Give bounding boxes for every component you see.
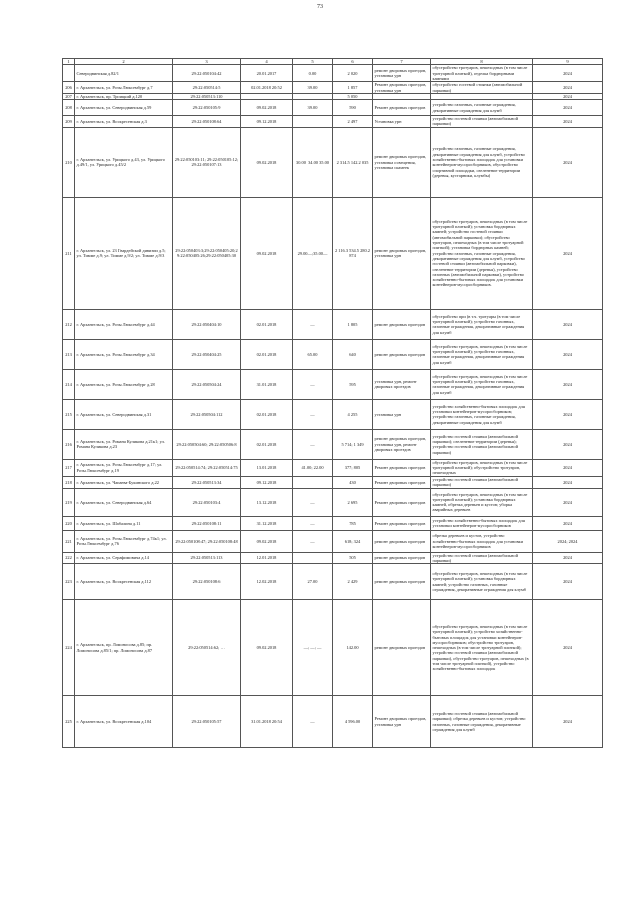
- area-cell: —: [293, 399, 333, 429]
- table-row: [63, 339, 603, 369]
- date-cell: 31.12.2018: [241, 516, 293, 530]
- cadastral-number-cell: 29:22:050108:11: [173, 516, 241, 530]
- value-cell: 4 596.00: [333, 696, 373, 748]
- value-cell: 1 857: [333, 82, 373, 94]
- cadastral-number-cell: 29:22:050513:34: [173, 476, 241, 488]
- year-cell: 2024: [533, 197, 603, 309]
- row-number: 216: [63, 429, 75, 459]
- year-cell: 2024: [533, 459, 603, 476]
- area-cell: —: [293, 369, 333, 399]
- table-row: [63, 399, 603, 429]
- address-cell: г. Архангельск, ул. Воскресенская д.3: [75, 116, 173, 128]
- value-cell: 590: [333, 100, 373, 116]
- date-cell: 09.02.2018: [241, 530, 293, 552]
- column-number: 3: [173, 59, 241, 65]
- date-cell: 20.01.2017: [241, 65, 293, 82]
- table-row: [63, 516, 603, 530]
- year-cell: 2024: [533, 65, 603, 82]
- row-number: [63, 65, 75, 82]
- value-cell: 2 429: [333, 564, 373, 600]
- cadastral-number-cell: 29:22:050404:25: [173, 339, 241, 369]
- work-type-cell: Ремонт дворовых проездов: [373, 516, 431, 530]
- table-row: [63, 696, 603, 748]
- work-type-cell: ремонт дворовых проездов: [373, 564, 431, 600]
- column-number: 1: [63, 59, 75, 65]
- date-cell: 02.01.2018: [241, 339, 293, 369]
- address-cell: г. Архангельск, ул. Розы Люксембург д.34: [75, 339, 173, 369]
- area-cell: 39.00: [293, 82, 333, 94]
- table-row: [63, 564, 603, 600]
- work-type-cell: ремонт дворовых проездов, установка освещения, установка скамеек: [373, 127, 431, 197]
- address-cell: Северодвинская д.82/1: [75, 65, 173, 82]
- area-cell: [293, 116, 333, 128]
- column-number: 5: [293, 59, 333, 65]
- cadastral-number-cell: 29:22:050108:47; 29:22:050108:48: [173, 530, 241, 552]
- year-cell: 2024: [533, 309, 603, 339]
- work-type-cell: Ремонт дворовых проездов: [373, 488, 431, 516]
- area-cell: —: [293, 488, 333, 516]
- row-number: 209: [63, 116, 75, 128]
- value-cell: 505: [333, 552, 373, 564]
- additional-work-cell: обустройство тротуаров, пешеходных (в том числе тротуарной плиткой); обустройство тротуаров, пешеходных: [431, 459, 533, 476]
- year-cell: 2024; 2024: [533, 530, 603, 552]
- cadastral-number-cell: 29:22:050514:62; …: [173, 600, 241, 696]
- area-cell: [293, 552, 333, 564]
- work-type-cell: ремонт дворовых проездов: [373, 530, 431, 552]
- address-cell: г. Архангельск, ул. Чапаева-Букинского д.22: [75, 476, 173, 488]
- column-number: 8: [431, 59, 533, 65]
- area-cell: 41.00; 22.00: [293, 459, 333, 476]
- value-cell: 1 805: [333, 309, 373, 339]
- address-cell: г. Архангельск, ул. Воскресенская д.104: [75, 696, 173, 748]
- table-row: [63, 600, 603, 696]
- additional-work-cell: обустройство при (в т.ч. тротуары (в том числе тротуарной плиткой); устройство газонных, газонные ограждения, декоративные ограждения для клумб: [431, 309, 533, 339]
- year-cell: 2024: [533, 399, 603, 429]
- additional-work-cell: обустройство тротуаров, пешеходных (в том числе тротуарной плиткой); установка бордюрных камней, обрезка деревьев и кустов; уборка аварийных деревьев: [431, 488, 533, 516]
- year-cell: 2024: [533, 516, 603, 530]
- date-cell: 13.01.2018: [241, 459, 293, 476]
- area-cell: 65.00: [293, 339, 333, 369]
- address-cell: г. Архангельск, пр. Троицкий д.120: [75, 93, 173, 99]
- address-cell: г. Архангельск, ул. Розы Люксембург д.7: [75, 82, 173, 94]
- date-cell: 02.01.2018: [241, 309, 293, 339]
- date-cell: 13.12.2018: [241, 488, 293, 516]
- additional-work-cell: обустройство тротуаров, пешеходных (в том числе тротуарной плиткой); устройство газонных, газонные ограждения, декоративные ограждения для клумб: [431, 339, 533, 369]
- cadastral-number-cell: 29:22:050108:6: [173, 564, 241, 600]
- cadastral-number-cell: 29:22:050504:60; 29:22:050506:8: [173, 429, 241, 459]
- row-number: 222: [63, 552, 75, 564]
- value-cell: 5 050: [333, 93, 373, 99]
- additional-work-cell: устройство хозяйственно-бытовых площадок для установки контейнеров-мусоросборников: [431, 516, 533, 530]
- value-cell: 430: [333, 476, 373, 488]
- year-cell: 2024: [533, 696, 603, 748]
- page-number: 73: [317, 4, 323, 10]
- address-cell: г. Архангельск, ул. 23 Гвардейской дивизии д.5; ул. Тимме д.9; ул. Тимме д.9/2; ул. Тимме д.9/3: [75, 197, 173, 309]
- year-cell: 2024: [533, 600, 603, 696]
- area-cell: —: [293, 696, 333, 748]
- row-number: 214: [63, 369, 75, 399]
- table-row: [63, 369, 603, 399]
- additional-work-cell: устройство гостевой стоянки (автомобильной парковки); обрезка деревьев и кустов; устройство газонных, газонные ограждения, декоративные ограждения для клумб: [431, 696, 533, 748]
- additional-work-cell: обустройство тротуаров, пешеходных (в том числе тротуарной плиткой); установка бордюрных камней; устройство газонных, газонные ограждения, декоративные ограждения для клумб: [431, 564, 533, 600]
- address-cell: г. Архангельск, ул. Романа Куликова д.21к1; ул. Романа Куликова д.23: [75, 429, 173, 459]
- date-cell: 09.02.2018: [241, 100, 293, 116]
- address-cell: г. Архангельск, ул. Розы Люксембург д.44: [75, 309, 173, 339]
- row-number: 220: [63, 516, 75, 530]
- row-number: 213: [63, 339, 75, 369]
- cadastral-number-cell: 29:22:050403:3;29:22:050405:20;29:22:050405:26;29:22:050405:30: [173, 197, 241, 309]
- address-cell: г. Архангельск, ул. Северодвинская д.64: [75, 488, 173, 516]
- cadastral-number-cell: 29:22:050104:42: [173, 65, 241, 82]
- table-row: [63, 100, 603, 116]
- work-type-cell: Ремонт дворовых проездов: [373, 476, 431, 488]
- column-number: 9: [533, 59, 603, 65]
- address-cell: г. Архангельск, ул. Урицкого д.43, ул. Урицкого д.49/1, ул. Урицкого д.45/2: [75, 127, 173, 197]
- year-cell: 2024: [533, 93, 603, 99]
- work-type-cell: установка урн, ремонт дворовых проездов: [373, 369, 431, 399]
- date-cell: 09.12.2018: [241, 116, 293, 128]
- address-cell: г. Архангельск, ул. Северодвинская д.31: [75, 399, 173, 429]
- year-cell: 2024: [533, 82, 603, 94]
- cadastral-number-cell: 29:22:050504:24: [173, 369, 241, 399]
- table-row: [63, 116, 603, 128]
- work-type-cell: ремонт дворовых проездов: [373, 309, 431, 339]
- row-number: 224: [63, 600, 75, 696]
- year-cell: 2024: [533, 116, 603, 128]
- address-cell: г. Архангельск, ул. Розы Люксембург д.28: [75, 369, 173, 399]
- work-type-cell: Ремонт дворовых проездов, установка урн: [373, 696, 431, 748]
- cadastral-number-cell: 29:22:050514:5: [173, 82, 241, 94]
- row-number: 206: [63, 82, 75, 94]
- value-cell: 2 020: [333, 65, 373, 82]
- address-cell: г. Архангельск, ул. Северодвинская д.59: [75, 100, 173, 116]
- row-number: 210: [63, 127, 75, 197]
- date-cell: 09.12.2018: [241, 476, 293, 488]
- cadastral-number-cell: 29:22:050108:64: [173, 116, 241, 128]
- column-number: 4: [241, 59, 293, 65]
- additional-work-cell: обустройство тротуаров, пешеходных (в том числе тротуарной плиткой); устройство газонных, газонные ограждения, декоративные ограждения для клумб: [431, 369, 533, 399]
- address-cell: г. Архангельск, ул. Розы Люксембург д.74к1; ул. Розы Люксембург д.76: [75, 530, 173, 552]
- row-number: 217: [63, 459, 75, 476]
- work-type-cell: Ремонт дворовых проездов: [373, 459, 431, 476]
- year-cell: 2024: [533, 488, 603, 516]
- date-cell: 31.01.2018 20:54: [241, 696, 293, 748]
- value-cell: 5 714; 1 349: [333, 429, 373, 459]
- value-cell: 2 695: [333, 488, 373, 516]
- year-cell: 2024: [533, 100, 603, 116]
- column-number: 2: [75, 59, 173, 65]
- address-cell: г. Архангельск, ул. Серафимовича д.14: [75, 552, 173, 564]
- table-row: [63, 197, 603, 309]
- work-type-cell: ремонт дворовых проездов, установка урн: [373, 197, 431, 309]
- row-number: 219: [63, 488, 75, 516]
- date-cell: 12.02.2018: [241, 564, 293, 600]
- table-row: [63, 530, 603, 552]
- row-number: 207: [63, 93, 75, 99]
- additional-work-cell: обустройство тротуаров, пешеходных (в том числе тротуарной плиткой); установка бордюрных камней; устройство гостевой стоянки (автомобильной парковки); обустройство тротуаров, пешеходных (в том числе тротуарной плиткой); установка бордюрных камней; устройство газонных, газонные ограждения, декоративные ограждения для клумб, устройство гостевой стоянки (автомобильной парковки), озеленение территории (деревья), устройство газонных (автомобильной парковки), устройство хозяйственно-бытовых площадок для установки контейнеров-мусоросборников.: [431, 197, 533, 309]
- date-cell: 09.02.2018: [241, 600, 293, 696]
- address-cell: г. Архангельск, ул. Воскресенская д.112: [75, 564, 173, 600]
- value-cell: 640: [333, 339, 373, 369]
- address-cell: г. Архангельск, ул. Розы Люксембург д.17; ул. Розы Люксембург д.19: [75, 459, 173, 476]
- year-cell: 2024: [533, 476, 603, 488]
- area-cell: —: [293, 530, 333, 552]
- work-type-cell: Установка урн: [373, 116, 431, 128]
- date-cell: 02.01.2018: [241, 399, 293, 429]
- address-cell: г. Архангельск, ул. Шабалина д.11: [75, 516, 173, 530]
- row-number: 223: [63, 564, 75, 600]
- row-number: 221: [63, 530, 75, 552]
- area-cell: [293, 476, 333, 488]
- work-type-cell: Ремонт дворовых проездов: [373, 100, 431, 116]
- address-cell: г. Архангельск, пр. Ломоносова д.85; пр. Ломоносова д.85/1; пр. Ломоносова д.87: [75, 600, 173, 696]
- table-row: [63, 488, 603, 516]
- area-cell: —: [293, 429, 333, 459]
- additional-work-cell: устройство гостевой стоянки (автомобильной парковки); озеленение территории (деревья); устройство гостевой стоянки (автомобильной парковки): [431, 429, 533, 459]
- table-row: [63, 127, 603, 197]
- value-cell: 785: [333, 516, 373, 530]
- work-type-cell: ремонт дворовых проездов: [373, 339, 431, 369]
- column-number: 7: [373, 59, 431, 65]
- cadastral-number-cell: 29:22:050404:10: [173, 309, 241, 339]
- area-cell: 29.00—;35.00—: [293, 197, 333, 309]
- value-cell: 377; 805: [333, 459, 373, 476]
- additional-work-cell: обустройство тротуаров, пешеходных (в том числе тротуарной плиткой), отделка бордюрными камнями: [431, 65, 533, 82]
- cadastral-number-cell: 29:22:050513:110: [173, 93, 241, 99]
- value-cell: 142.00: [333, 600, 373, 696]
- area-cell: 39.00: [293, 100, 333, 116]
- year-cell: 2024: [533, 369, 603, 399]
- value-cell: 2 314.5 142.2 035: [333, 127, 373, 197]
- row-number: 211: [63, 197, 75, 309]
- row-number: 212: [63, 309, 75, 339]
- year-cell: 2024: [533, 429, 603, 459]
- year-cell: 2024: [533, 564, 603, 600]
- cadastral-number-cell: 29:22:050504:112: [173, 399, 241, 429]
- area-cell: —; —; —: [293, 600, 333, 696]
- additional-work-cell: устройство гостевой стоянки (автомобильной парковки): [431, 552, 533, 564]
- date-cell: 09.02.2018: [241, 127, 293, 197]
- value-cell: 2 116.3 534.5 280.2 874: [333, 197, 373, 309]
- cadastral-number-cell: 29:22:050514:74; 29:22:050514:75: [173, 459, 241, 476]
- register-table: [62, 58, 603, 748]
- cadastral-number-cell: 29:22:050105:57: [173, 696, 241, 748]
- row-number: 215: [63, 399, 75, 429]
- table-row: [63, 476, 603, 488]
- table-row: [63, 429, 603, 459]
- work-type-cell: Ремонт дворовых проездов, установка урн: [373, 82, 431, 94]
- cadastral-number-cell: 29:22:050513:113: [173, 552, 241, 564]
- additional-work-cell: обустройство тротуаров, пешеходных (в том числе тротуарной плиткой); устройство хозяйственно-бытовых площадок для установки контейнеров-мусоросборников; обустройство тротуаров, пешеходных (в том числе тротуарной плиткой); устройство гостевой стоянки (автомобильной парковки), обустройство тротуаров, пешеходных (в том числе тротуарной плиткой), устройство хозяйственно-бытовых площадок: [431, 600, 533, 696]
- table-row: [63, 65, 603, 82]
- value-cell: 595: [333, 369, 373, 399]
- year-cell: 2024: [533, 339, 603, 369]
- area-cell: 0.00: [293, 65, 333, 82]
- work-type-cell: ремонт дворовых проездов, установка урн: [373, 65, 431, 82]
- table-row: [63, 459, 603, 476]
- row-number: 208: [63, 100, 75, 116]
- work-type-cell: ремонт дворовых проездов: [373, 600, 431, 696]
- column-number: 6: [333, 59, 373, 65]
- work-type-cell: установка урн: [373, 399, 431, 429]
- work-type-cell: ремонт дворовых проездов: [373, 552, 431, 564]
- date-cell: 09.02.2018: [241, 197, 293, 309]
- cadastral-number-cell: 29:22:050103:4: [173, 488, 241, 516]
- date-cell: 12.01.2018: [241, 552, 293, 564]
- year-cell: 2024: [533, 552, 603, 564]
- additional-work-cell: устройство гостевой стоянки (автомобильной парковки): [431, 116, 533, 128]
- date-cell: 02.01.2018: [241, 429, 293, 459]
- row-number: 225: [63, 696, 75, 748]
- table-row: [63, 309, 603, 339]
- additional-work-cell: обустройство гостевой стоянки (автомобильной парковки): [431, 82, 533, 94]
- table-row: [63, 82, 603, 94]
- area-cell: 27.00: [293, 564, 333, 600]
- area-cell: —: [293, 309, 333, 339]
- value-cell: 618; 324: [333, 530, 373, 552]
- row-number: 218: [63, 476, 75, 488]
- date-cell: 31.01.2018: [241, 369, 293, 399]
- cadastral-number-cell: 29:22:050103:11; 29:22:050105:12; 29:22:050107:13: [173, 127, 241, 197]
- date-cell: 02.01.2018 20:52: [241, 82, 293, 94]
- work-type-cell: ремонт дворовых проездов, установка урн, ремонт дворовых проездов: [373, 429, 431, 459]
- value-cell: 4 255: [333, 399, 373, 429]
- area-cell: —: [293, 516, 333, 530]
- value-cell: 2 497: [333, 116, 373, 128]
- table-row: [63, 552, 603, 564]
- cadastral-number-cell: 29:22:050105:9: [173, 100, 241, 116]
- area-cell: 30.00 34.00 35.00: [293, 127, 333, 197]
- year-cell: 2024: [533, 127, 603, 197]
- additional-work-cell: устройство хозяйственно-бытовых площадок для установки контейнеров-мусоросборников; устройство газонных, газонные ограждения, декоративные ограждения для клумб: [431, 399, 533, 429]
- additional-work-cell: устройство газонных, газонные ограждения, декоративные ограждения для клумб: [431, 100, 533, 116]
- additional-work-cell: устройство гостевой стоянки (автомобильной парковки): [431, 476, 533, 488]
- additional-work-cell: устройство газонных, газонные ограждения, декоративные ограждения для клумб, устройство хозяйственно-бытовых площадок для установки контейнеров-мусоросборников, обустройство спортивной площадки, озеленение территории (деревья, кустарники, клумбы): [431, 127, 533, 197]
- additional-work-cell: обрезка деревьев и кустов, устройство хозяйственно-бытовых площадок для установки контейнеров-мусоросборников: [431, 530, 533, 552]
